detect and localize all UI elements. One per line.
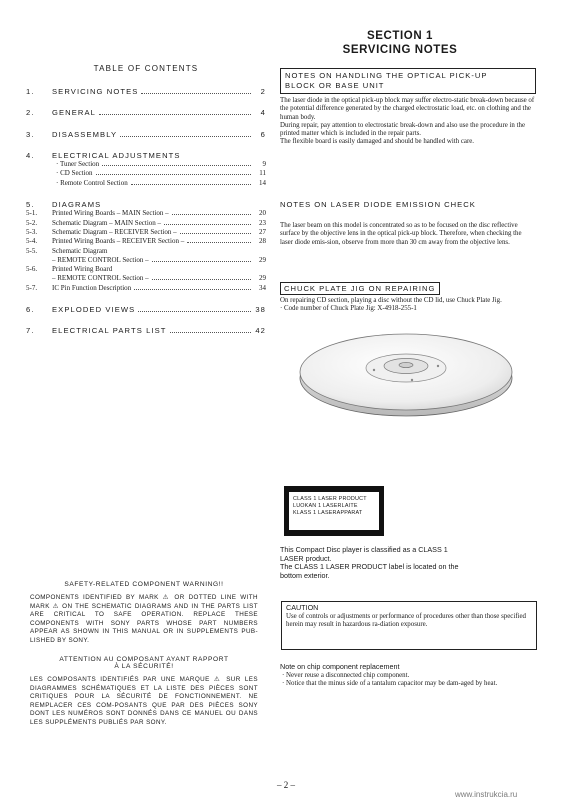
caution-box <box>281 601 537 650</box>
watermark: www.instrukcia.ru <box>455 790 518 799</box>
toc-entry-disassembly[interactable]: 3. DISASSEMBLY 6 <box>26 129 266 139</box>
emission-body: The laser beam on this model is concentrated so as to be focused on the disc reflective surface by the objective lens in the optical pick-up block. Therefore, when checking the laser diode emis-sion, observe from more than 30 cm away from the objective lens. <box>280 222 522 246</box>
toc-entry-exploded-views[interactable]: 6. EXPLODED VIEWS 38 <box>26 305 266 315</box>
toc-entry-electrical-adjustments[interactable]: 4. ELECTRICAL ADJUSTMENTS <box>26 150 181 160</box>
section-heading <box>300 29 500 57</box>
optical-notes-body <box>280 97 536 147</box>
page-number: – 2 – <box>277 780 295 790</box>
toc-entry-5-2[interactable]: 5-2. Schematic Diagram – MAIN Section – 23 <box>26 218 266 227</box>
toc-entry-5-5-cont[interactable]: – REMOTE CONTROL Section – 29 <box>52 255 266 264</box>
safety-warning-title: SAFETY-RELATED COMPONENT WARNING!! <box>64 581 224 588</box>
jig-title: CHUCK PLATE JIG ON REPAIRING <box>284 284 436 293</box>
toc-entry-remote-control-section[interactable]: · Remote Control Section 14 <box>56 178 266 187</box>
laser-product-label <box>284 486 384 536</box>
table-of-contents <box>26 64 266 336</box>
caution-body: Use of controls or adjustments or performance of procedures other than those specified herein may result in hazardous ra-diation exposure. <box>286 612 526 628</box>
section-number: SECTION 1 <box>366 30 434 42</box>
toc-entry-tuner-section[interactable]: · Tuner Section 9 <box>56 160 266 169</box>
toc-entry-5-7[interactable]: 5-7. IC Pin Function Description 34 <box>26 283 266 292</box>
optical-notes-paragraph-2: During repair, pay attention to electrostatic break-down and also use the procedure in the printed matter which is included in the repair parts. <box>280 121 526 138</box>
toc-title: TABLE OF CONTENTS <box>93 64 199 73</box>
safety-warning <box>30 581 258 727</box>
optical-notes-paragraph-3: The flexible board is easily damaged and should be handled with care. <box>280 138 475 146</box>
optical-notes-paragraph-1: The laser diode in the optical pick-up block may suffer electro-static break-down because of the potential difference generated by the charged electrostatic load, etc. on clothing and the human body. <box>280 97 535 121</box>
laser-label-line-1: CLASS 1 LASER PRODUCT <box>293 496 367 502</box>
toc-entry-5-6[interactable]: 5-6. Printed Wiring Board <box>26 265 113 274</box>
chuck-plate-jig-illustration <box>296 322 516 422</box>
chip-note-bullet-1: · Never reuse a disconnected chip component. <box>282 671 410 679</box>
toc-entry-electrical-parts-list[interactable]: 7. ELECTRICAL PARTS LIST 42 <box>26 326 266 336</box>
safety-warning-fr-body: LES COMPOSANTS IDENTIFIÉS PAR UNE MARQUE ⚠ SUR LES DIAGRAMMES SCHÉMATIQUES ET LA LISTE DES PIÈCES SONT CRITIQUES POUR LA SÉCURITÉ DE FONCTIONNEMENT. NE REMPLACER CES COM-POSANTS QUE PAR DES PIÈCES SONY DONT LES NUMÉROS SONT DONNÉS DANS CE MANUEL OU DANS LES SUPPLÉMENTS PUBLIÉS PAR SONY. <box>30 676 258 726</box>
chip-note-title: Note on chip component replacement <box>280 662 400 671</box>
optical-notes-title-line2: BLOCK OR BASE UNIT <box>285 80 385 90</box>
toc-entry-5-6-cont[interactable]: – REMOTE CONTROL Section – 29 <box>52 274 266 283</box>
emission-title: NOTES ON LASER DIODE EMISSION CHECK <box>280 200 476 209</box>
class-1-note: This Compact Disc player is classified as a CLASS 1 LASER product. The CLASS 1 LASER PRODUCT label is located on the bottom exterior. <box>280 545 459 580</box>
toc-entry-diagrams[interactable]: 5. DIAGRAMS <box>26 200 102 210</box>
toc-entry-5-4[interactable]: 5-4. Printed Wiring Boards – RECEIVER Section – 28 <box>26 237 266 246</box>
chip-note-bullet-2: · Notice that the minus side of a tantalum capacitor may be dam-aged by heat. <box>282 679 498 687</box>
toc-entry-cd-section[interactable]: · CD Section 11 <box>56 169 266 178</box>
toc-entry-5-3[interactable]: 5-3. Schematic Diagram – RECEIVER Section – 27 <box>26 227 266 236</box>
optical-notes-title-box <box>280 68 536 94</box>
jig-code-number: · Code number of Chuck Plate Jig: X-4918-255-1 <box>280 305 417 313</box>
toc-entry-servicing-notes[interactable]: 1. SERVICING NOTES 2 <box>26 87 266 96</box>
laser-label-line-3: KLASS 1 LASERAPPARAT <box>293 510 363 517</box>
optical-notes-title-line1: NOTES ON HANDLING THE OPTICAL PICK-UP <box>285 71 488 80</box>
jig-title-box <box>280 282 440 295</box>
caution-title: CAUTION <box>286 603 319 612</box>
safety-warning-body: COMPONENTS IDENTIFIED BY MARK ⚠ OR DOTTED LINE WITH MARK ⚠ ON THE SCHEMATIC DIAGRAMS AND IN THE PARTS LIST ARE CRITICAL TO SAFE OPERATION. REPLACE THESE COMPONENTS WITH SONY PARTS WHOSE PART NUMBERS APPEAR AS SHOWN IN THIS MANUAL OR IN SUPPLEMENTS PUB-LISHED BY SONY. <box>30 594 258 644</box>
toc-entry-general[interactable]: 2. GENERAL 4 <box>26 108 266 118</box>
toc-entry-5-5[interactable]: 5-5. Schematic Diagram <box>26 246 108 255</box>
toc-entry-5-1[interactable]: 5-1. Printed Wiring Boards – MAIN Section – 20 <box>26 209 266 218</box>
jig-paragraph: On repairing CD section, playing a disc without the CD lid, use Chuck Plate Jig. <box>280 297 502 304</box>
chip-component-note <box>280 663 538 688</box>
laser-label-line-2: LUOKAN 1 LASERLAITE <box>293 503 358 510</box>
jig-body <box>280 297 536 314</box>
page-title: SERVICING NOTES <box>342 44 458 56</box>
safety-warning-fr-title: ATTENTION AU COMPOSANT AYANT RAPPORT À LA SÉCURITÉ! <box>59 656 229 670</box>
